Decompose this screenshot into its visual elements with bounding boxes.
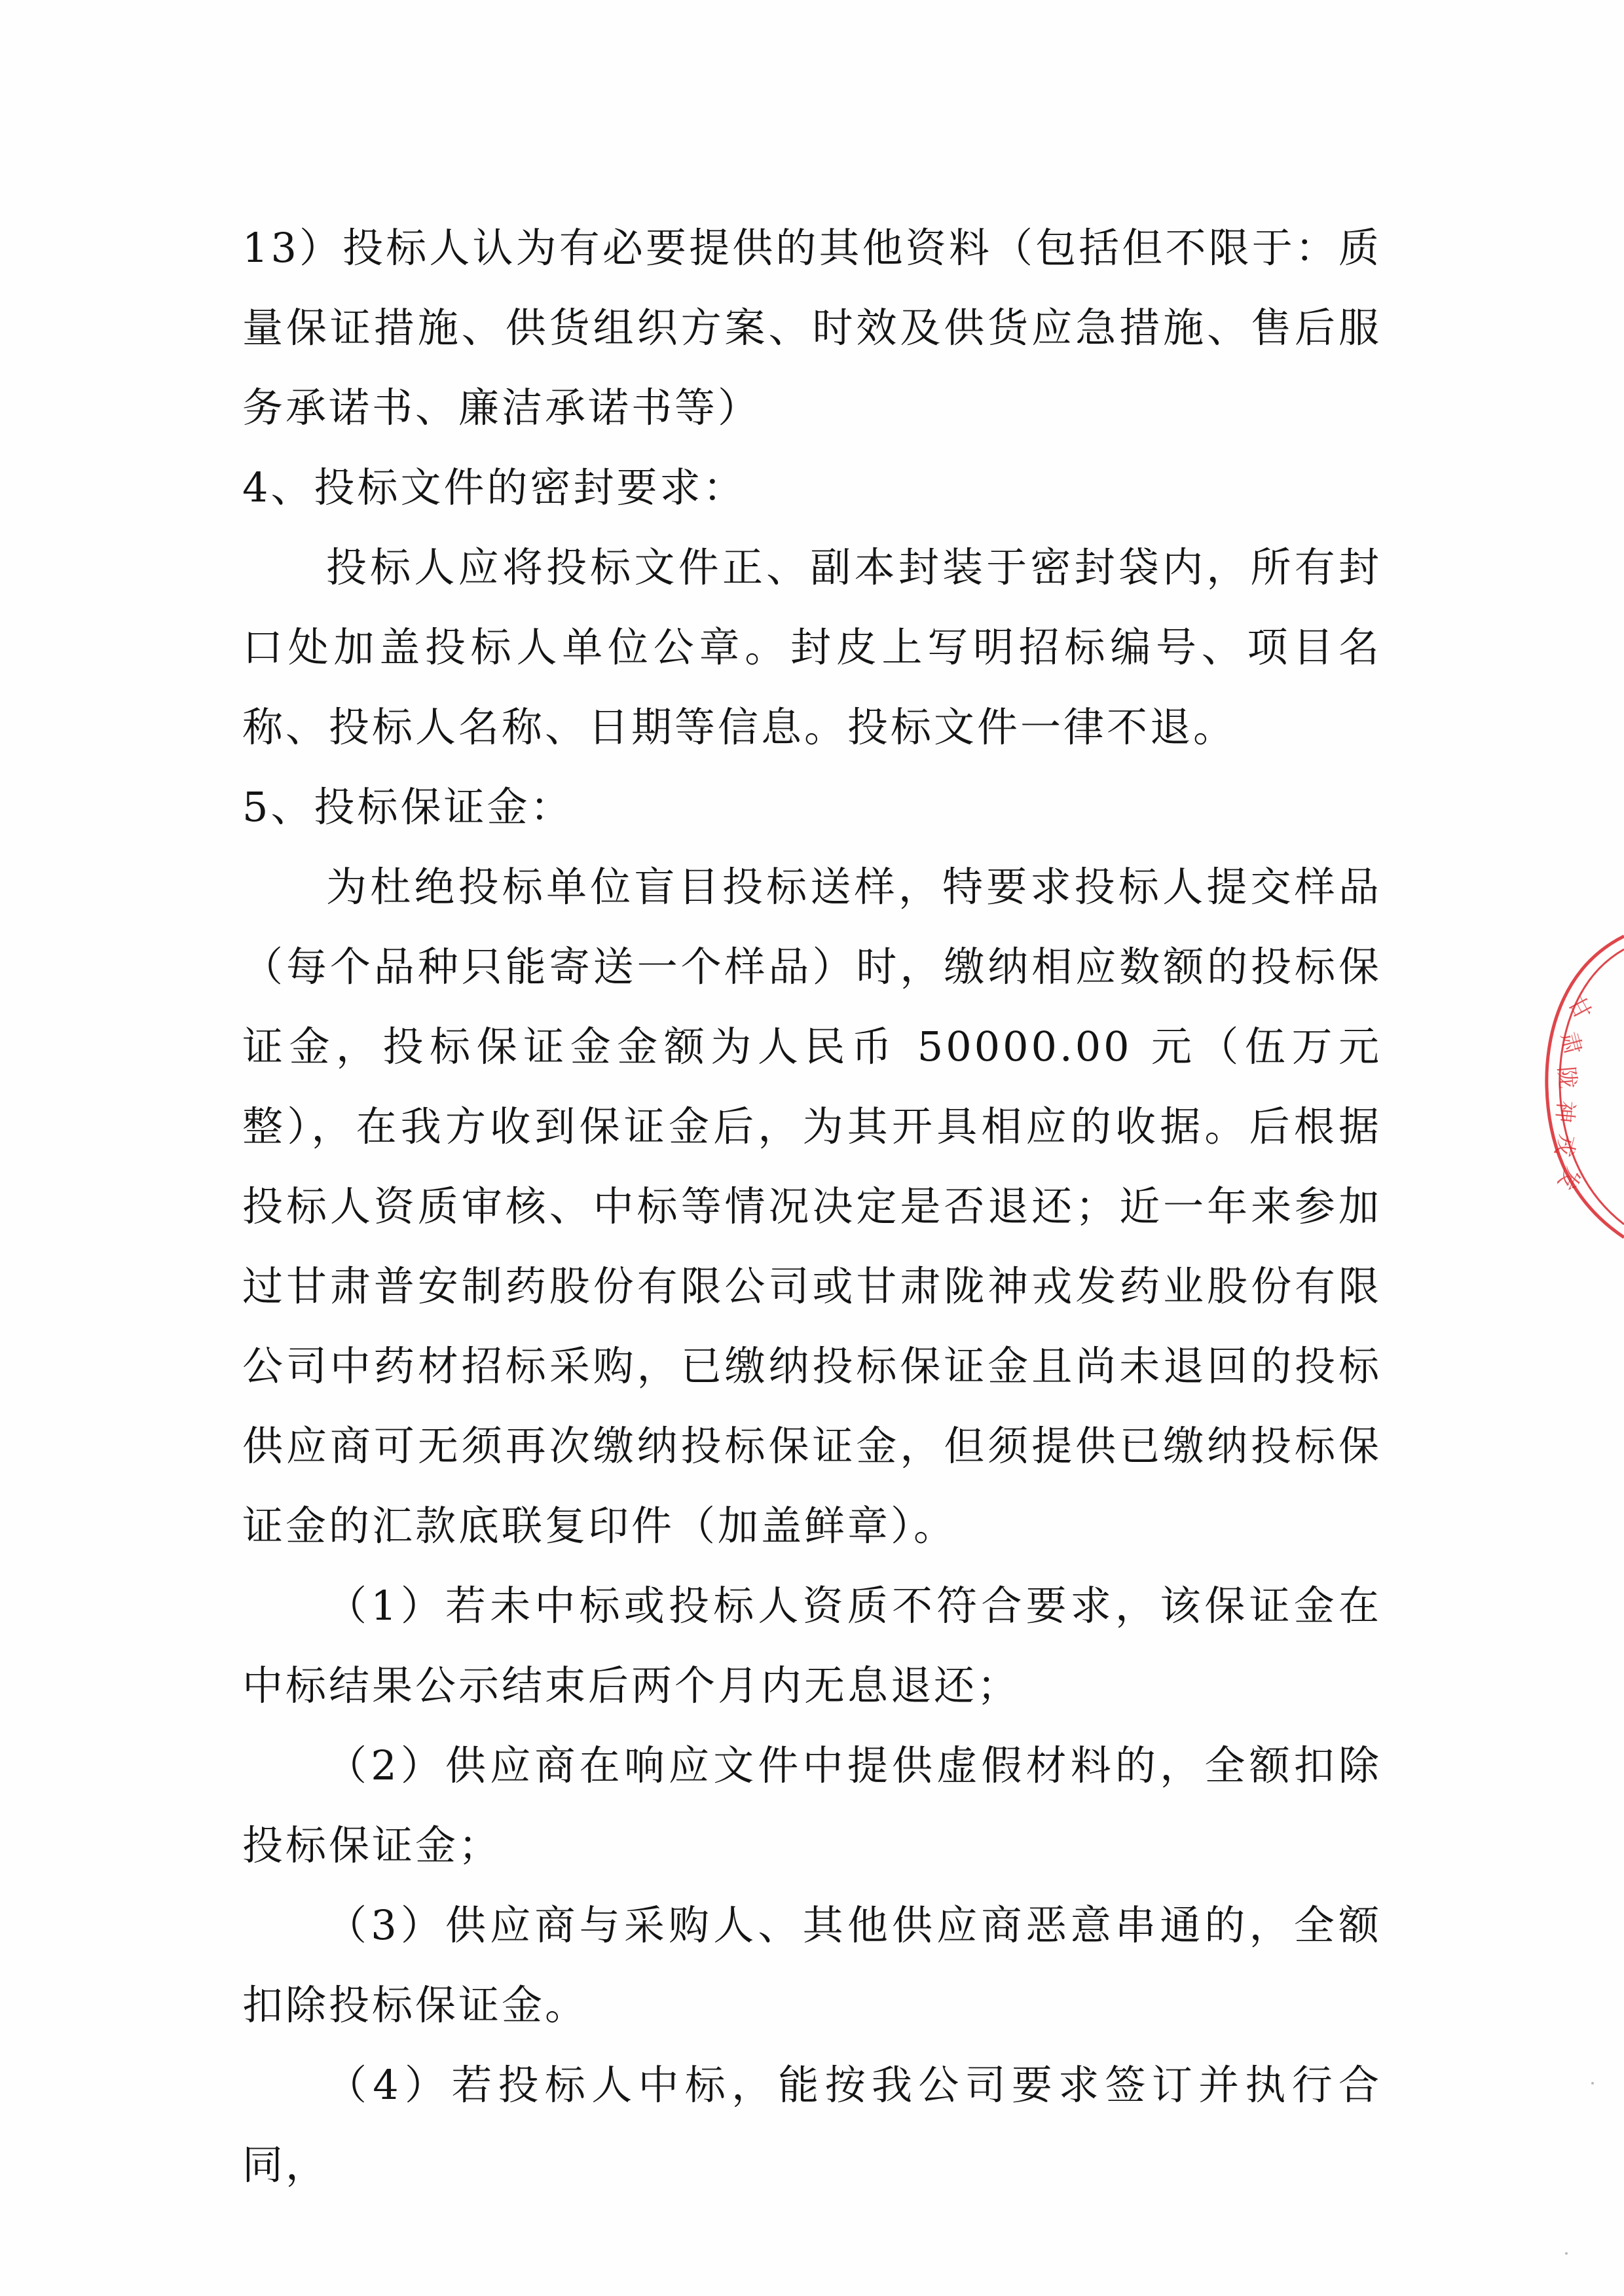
svg-text:发: 发: [1552, 1162, 1586, 1195]
deposit-item-2: （2）供应商在响应文件中提供虚假材料的，全额扣除投标保证金；: [242, 1741, 1382, 1869]
svg-text:戎: 戎: [1549, 1131, 1581, 1159]
svg-text:甘: 甘: [1562, 992, 1596, 1025]
paragraph-item-13: 13）投标人认为有必要提供的其他资料（包括但不限于：质量保证措施、供货组织方案、时效及供货应急措施、售后服务承诺书、廉洁承诺书等）: [242, 224, 1382, 431]
scan-speck: [1591, 2082, 1594, 2085]
section-4-heading: 4、投标文件的密封要求：: [242, 464, 747, 511]
svg-text:陇: 陇: [1553, 1065, 1581, 1090]
deposit-item-1: （1）若未中标或投标人资质不符合要求，该保证金在中标结果公示结束后两个月内无息退还；: [242, 1582, 1382, 1709]
svg-text:神: 神: [1551, 1099, 1579, 1124]
svg-text:肃: 肃: [1555, 1029, 1587, 1058]
section-4-body: 投标人应将投标文件正、副本封装于密封袋内，所有封口处加盖投标人单位公章。封皮上写明招标编号、项目名称、投标人名称、日期等信息。投标文件一律不退。: [242, 543, 1382, 751]
section-5-heading: 5、投标保证金：: [242, 783, 574, 831]
deposit-item-3: （3）供应商与采购人、其他供应商恶意串通的，全额扣除投标保证金。: [242, 1901, 1382, 2029]
scan-speck: [1565, 2252, 1568, 2255]
deposit-item-4: （4）若投标人中标，能按我公司要求签订并执行合同，: [242, 2061, 1382, 2189]
section-5-body: 为杜绝投标单位盲目投标送样，特要求投标人提交样品（每个品种只能寄送一个样品）时，缴纳相应数额的投标保证金，投标保证金金额为人民币 50000.00 元（伍万元整），在我方收到保证金后，为其开具相应的收据。后根据投标人资质审核、中标等情况决定是否退还；近一年来参加过甘肃普安制药股份有限公司或甘肃陇神戎发药业股份有限公司中药材招标采购，已缴纳投标保证金且尚未退回的投标供应商可无须再次缴纳投标保证金，但须提供已缴纳投标保证金的汇款底联复印件（加盖鲜章）。: [242, 863, 1382, 1550]
document-body: [242, 208, 1382, 2205]
seal-stamp-fragment: [1539, 930, 1624, 1244]
